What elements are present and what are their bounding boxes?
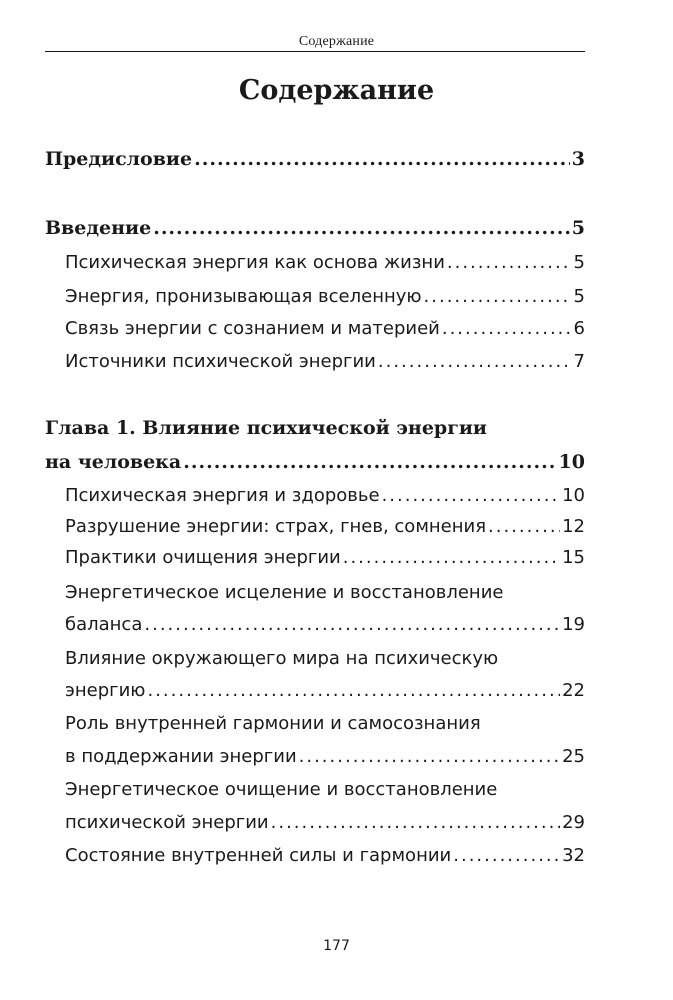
toc-entry-label: Связь энергии с сознанием и материей: [65, 318, 440, 339]
toc-page-number: 12: [562, 516, 585, 537]
toc-subentry[interactable]: [65, 746, 585, 767]
toc-subentry[interactable]: [65, 547, 585, 568]
page-title: Содержание: [238, 75, 435, 106]
dot-leader: [453, 845, 560, 866]
toc-subentry[interactable]: [65, 812, 585, 833]
toc-subentry[interactable]: [65, 845, 585, 866]
header-rule: [45, 51, 585, 52]
toc-subentry-title-line: Энергетическое исцеление и восстановление: [65, 582, 504, 603]
toc-subentry[interactable]: [65, 680, 585, 701]
toc-page-number: 5: [573, 252, 585, 273]
toc-entry-label: на человека: [45, 451, 182, 473]
toc-subentry[interactable]: [65, 516, 585, 537]
toc-subentry[interactable]: [65, 286, 585, 307]
dot-leader: [299, 746, 560, 767]
toc-page-number: 29: [562, 812, 585, 833]
toc-page-number: 25: [562, 746, 585, 767]
page-number-footer: 177: [323, 938, 350, 954]
toc-subentry[interactable]: [65, 318, 585, 339]
dot-leader: [442, 318, 572, 339]
toc-entry-label: Психическая энергия и здоровье: [65, 485, 380, 506]
toc-page-number: 7: [573, 351, 585, 372]
dot-leader: [382, 485, 561, 506]
dot-leader: [183, 451, 556, 473]
toc-entry-label: Введение: [45, 217, 152, 239]
running-head: Содержание: [298, 34, 375, 49]
toc-subentry-title-line: Энергетическое очищение и восстановление: [65, 779, 498, 800]
toc-entry-label: Практики очищения энергии: [65, 547, 341, 568]
toc-page-number: 6: [573, 318, 585, 339]
toc-entry-label: в поддержании энергии: [65, 746, 297, 767]
toc-page-number: 3: [571, 148, 585, 170]
dot-leader: [447, 252, 572, 273]
toc-page-number: 19: [562, 614, 585, 635]
toc-subentry-title-line: Роль внутренней гармонии и самосознания: [65, 713, 481, 734]
toc-entry-intro[interactable]: [45, 217, 585, 239]
toc-subentry[interactable]: [65, 485, 585, 506]
toc-entry-label: психической энергии: [65, 812, 269, 833]
toc-subentry[interactable]: [65, 351, 585, 372]
toc-entry-label: Разрушение энергии: страх, гнев, сомнения: [65, 516, 487, 537]
toc-entry-label: баланса: [65, 614, 143, 635]
toc-entry-label: Состояние внутренней силы и гармонии: [65, 845, 452, 866]
toc-page-number: 10: [562, 485, 585, 506]
dot-leader: [488, 516, 560, 537]
toc-entry-preface[interactable]: [45, 148, 585, 170]
dot-leader: [343, 547, 560, 568]
toc-entry-label: Предисловие: [45, 148, 193, 170]
toc-page-number: 5: [573, 286, 585, 307]
toc-page-number: 22: [562, 680, 585, 701]
dot-leader: [271, 812, 560, 833]
toc-entry-label: Энергия, пронизывающая вселенную: [65, 286, 422, 307]
toc-subentry-title-line: Влияние окружающего мира на психическую: [65, 648, 499, 669]
toc-page-number: 15: [562, 547, 585, 568]
toc-subentry[interactable]: [65, 614, 585, 635]
dot-leader: [378, 351, 572, 372]
dot-leader: [144, 614, 560, 635]
toc-page-number: 5: [571, 217, 585, 239]
toc-subentry[interactable]: [65, 252, 585, 273]
dot-leader: [147, 680, 560, 701]
toc-entry-label: Источники психической энергии: [65, 351, 376, 372]
toc-page-number: 10: [558, 451, 585, 473]
dot-leader: [153, 217, 570, 239]
toc-chapter-title-line: Глава 1. Влияние психической энергии: [45, 417, 488, 439]
toc-page-number: 32: [562, 845, 585, 866]
toc-entry-label: Психическая энергия как основа жизни: [65, 252, 445, 273]
dot-leader: [424, 286, 572, 307]
toc-entry-chapter-1[interactable]: [45, 451, 585, 473]
dot-leader: [194, 148, 570, 170]
toc-entry-label: энергию: [65, 680, 146, 701]
